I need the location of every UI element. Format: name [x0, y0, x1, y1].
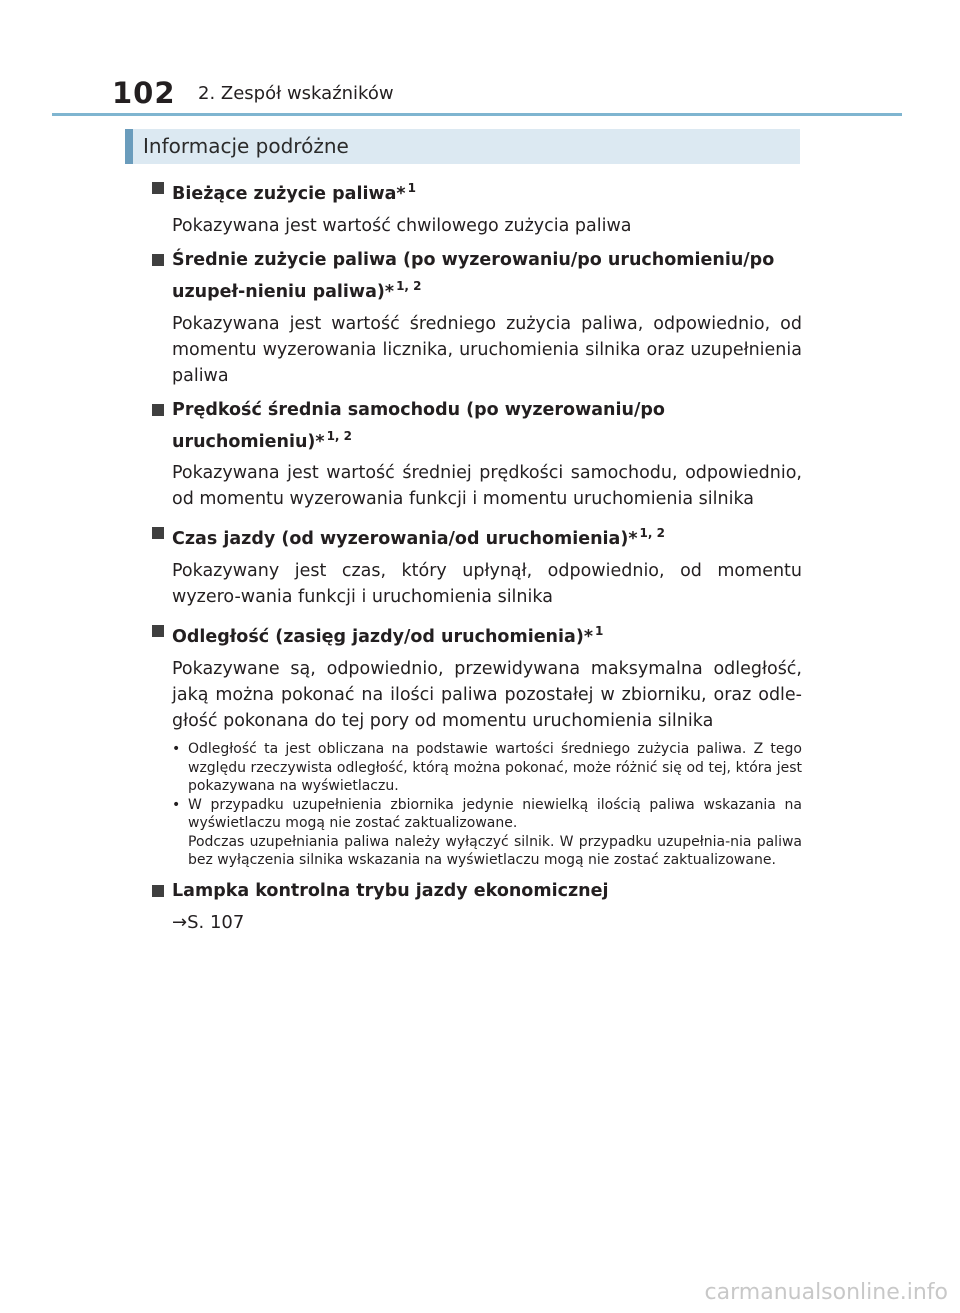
footnote-ref: 1, 2 — [326, 428, 353, 443]
square-bullet-icon — [152, 527, 164, 539]
bullet-dot-icon: • — [172, 796, 181, 813]
footnote-ref: 1, 2 — [639, 526, 665, 541]
note-item — [172, 740, 802, 796]
item-heading — [152, 397, 802, 455]
square-bullet-icon — [152, 885, 164, 897]
item-title: Średnie zużycie paliwa (po wyzerowaniu/po uruchomieniu/po uzupeł-nieniu paliwa)* — [172, 249, 775, 302]
square-bullet-icon — [152, 182, 164, 194]
item-heading — [152, 878, 802, 904]
item-title: Prędkość średnia samochodu (po wyzerowaniu/po uruchomieniu)* — [172, 399, 665, 452]
chapter-title: 2. Zespół wskaźników — [198, 83, 394, 104]
item-eco-indicator — [152, 878, 802, 936]
item-description: Pokazywana jest wartość średniego zużycia paliwa, odpowiednio, od momentu wyzerowania licznika, uruchomienia silnika oraz uzupełnienia paliwa — [172, 313, 802, 386]
item-description: Pokazywana jest wartość średniej prędkości samochodu, odpowiednio, od momentu wyzerowania funkcji i momentu uruchomienia silnika — [172, 463, 802, 510]
square-bullet-icon — [152, 404, 164, 416]
notes-list — [172, 740, 802, 870]
item-description: Pokazywane są, odpowiednio, przewidywana maksymalna odległość, jaką można pokonać na ilości paliwa pozostałej w zbiorniku, oraz odle-głość pokonana do tej pory od momentu uruchomienia silnika — [172, 659, 802, 732]
item-heading — [152, 247, 802, 305]
note-text: Odległość ta jest obliczana na podstawie wartości średniego zużycia paliwa. Z tego względu rzeczywista odległość, którą można pokonać, może różnić się od tej, która jest pokazywana na wyświetlaczu. — [188, 741, 802, 795]
footnote-ref: 1 — [594, 624, 604, 639]
item-heading — [152, 520, 802, 552]
item-heading — [152, 618, 802, 650]
watermark-logo: carmanualsonline.info — [704, 1280, 948, 1305]
item-title: Bieżące zużycie paliwa* — [172, 183, 406, 204]
note-text: W przypadku uzupełnienia zbiornika jedynie niewielką ilością paliwa wskazania na wyświetlaczu mogą nie zostać zaktualizowane. — [188, 796, 802, 832]
header-divider — [52, 113, 902, 116]
item-average-fuel — [152, 247, 802, 389]
item-average-speed — [152, 397, 802, 513]
page-number: 102 — [112, 76, 176, 110]
item-description: Pokazywana jest wartość chwilowego zużycia paliwa — [172, 215, 632, 236]
bullet-dot-icon: • — [172, 741, 181, 758]
item-title: Czas jazdy (od wyzerowania/od uruchomienia)* — [172, 529, 638, 550]
item-description: Pokazywany jest czas, który upłynął, odpowiednio, od momentu wyzero-wania funkcji i uruchomienia silnika — [172, 561, 802, 608]
content-area — [152, 175, 802, 944]
footnote-ref: 1 — [407, 181, 416, 195]
item-distance — [152, 618, 802, 869]
section-title: Informacje podróżne — [143, 134, 349, 158]
section-heading-box — [125, 129, 800, 164]
footnote-ref: 1, 2 — [396, 278, 422, 293]
item-driving-time — [152, 520, 802, 610]
page-header — [0, 0, 960, 120]
item-current-fuel — [152, 175, 802, 239]
item-title: Odległość (zasięg jazdy/od uruchomienia)* — [172, 627, 593, 648]
note-continuation: Podczas uzupełniania paliwa należy wyłączyć silnik. W przypadku uzupełnia-nia paliwa bez wyłączenia silnika wskazania na wyświetlaczu mogą nie zostać zaktualizowane. — [188, 833, 802, 869]
square-bullet-icon — [152, 254, 164, 266]
item-heading — [152, 175, 802, 207]
page-reference-link[interactable]: →S. 107 — [172, 911, 245, 933]
square-bullet-icon — [152, 625, 164, 637]
item-title: Lampka kontrolna trybu jazdy ekonomicznej — [172, 880, 609, 901]
note-item — [172, 796, 802, 833]
